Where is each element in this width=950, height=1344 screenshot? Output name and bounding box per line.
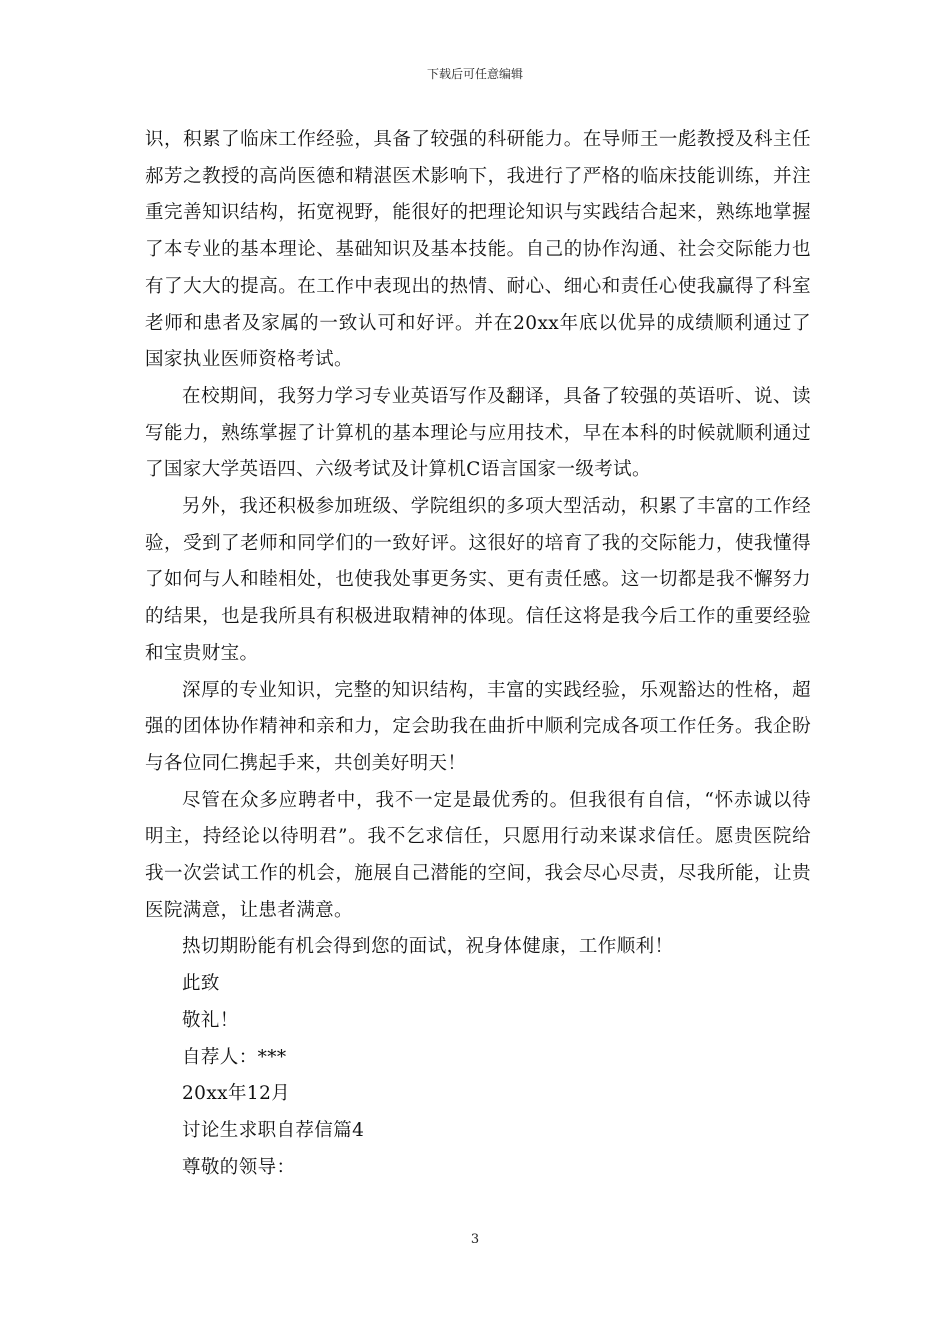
document-body [145,122,811,1186]
date-line: 20xx年12月 [182,1083,291,1105]
paragraph-confidence: 尽管在众多应聘者中，我不一定是最优秀的。但我很有自信，“怀赤诚以待明主，持经论以待明君”。我不乞求信任，只愿用行动来谋求信任。愿贵医院给我一次尝试工作的机会，施展自己潜能的空间，我会尽心尽责，尽我所能，让贵医院满意，让患者满意。 [145,789,811,921]
signature-line: 自荐人：*** [182,1046,287,1068]
closing-salutation: 此致 [182,973,220,995]
paragraph-school-skills: 在校期间，我努力学习专业英语写作及翻译，具备了较强的英语听、说、读写能力，熟练掌握了计算机的基本理论与应用技术，早在本科的时候就顺利通过了国家大学英语四、六级考试及计算机C语言国家一级考试。 [145,385,811,481]
greeting-line: 尊敬的领导： [182,1156,296,1178]
section-title: 讨论生求职自荐信篇4 [182,1119,365,1141]
closing-wish: 热切期盼能有机会得到您的面试，祝身体健康，工作顺利！ [182,936,674,958]
paragraph-activities: 另外，我还积极参加班级、学院组织的多项大型活动，积累了丰富的工作经验，受到了老师和同学们的一致好评。这很好的培育了我的交际能力，使我懂得了如何与人和睦相处，也使我处事更务实、更有责任感。这一切都是我不懈努力的结果，也是我所具有积极进取精神的体现。信任这将是我今后工作的重要经验和宝贵财宝。 [145,496,811,664]
closing-regards: 敬礼！ [182,1009,239,1031]
paragraph-experience: 识，积累了临床工作经验，具备了较强的科研能力。在导师王一彪教授及科主任郝芳之教授的高尚医德和精湛医术影响下，我进行了严格的临床技能训练，并注重完善知识结构，拓宽视野，能很好的把理论知识与实践结合起来，熟练地掌握了本专业的基本理论、基础知识及基本技能。自己的协作沟通、社会交际能力也有了大大的提高。在工作中表现出的热情、耐心、细心和责任心使我赢得了科室老师和患者及家属的一致认可和好评。并在20xx年底以优异的成绩顺利通过了国家执业医师资格考试。 [145,129,811,371]
paragraph-qualities: 深厚的专业知识，完整的知识结构，丰富的实践经验，乐观豁达的性格，超强的团体协作精神和亲和力，定会助我在曲折中顺利完成各项工作任务。我企盼与各位同仁携起手来，共创美好明天！ [145,679,811,774]
page-number: 3 [470,1232,480,1247]
page-header: 下载后可任意编辑 [426,67,523,81]
